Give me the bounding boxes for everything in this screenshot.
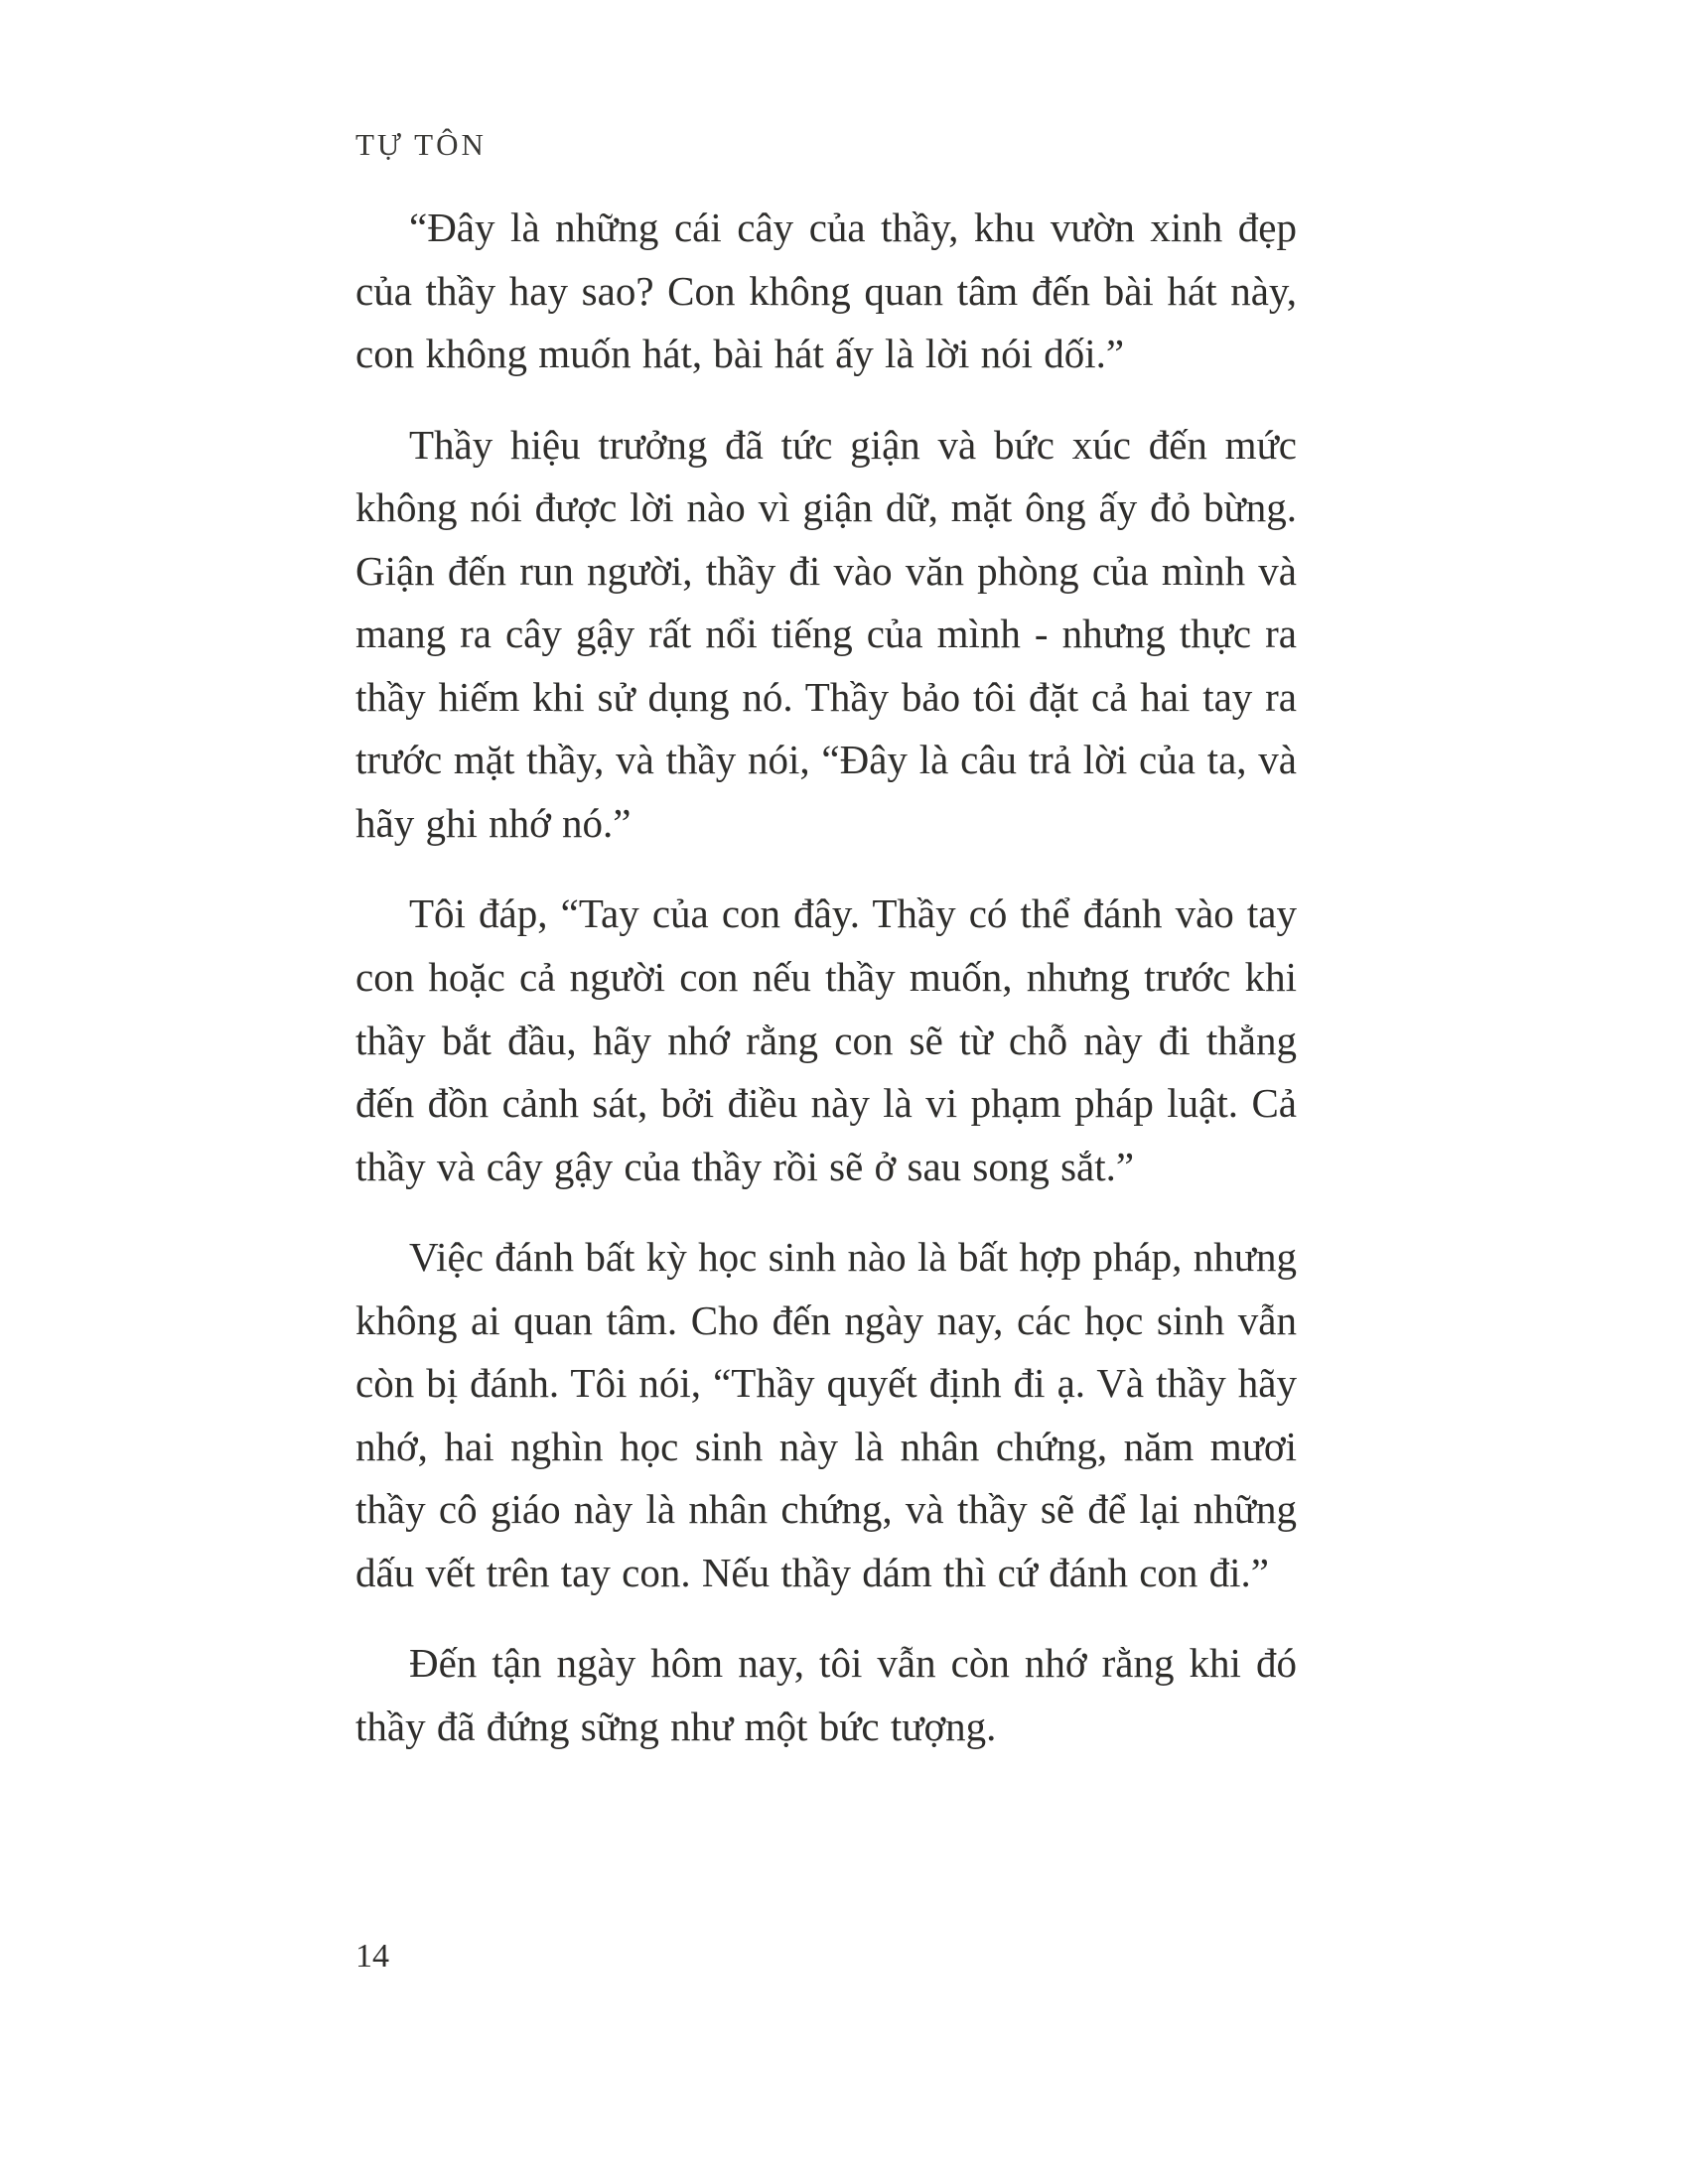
paragraph: Thầy hiệu trưởng đã tức giận và bức xúc đến mức không nói được lời nào vì giận dữ, mặt ông ấy đỏ bừng. Giận đến run người, thầy đi vào văn phòng của mình và mang ra cây gậy rất nổi tiếng của mình - nhưng thực ra thầy hiếm khi sử dụng nó. Thầy bảo tôi đặt cả hai tay ra trước mặt thầy, và thầy nói, “Đây là câu trả lời của ta, và hãy ghi nhớ nó.” xyxy=(355,421,1297,846)
running-header: TỰ TÔN xyxy=(355,127,487,162)
page-body-text xyxy=(355,197,1297,1787)
paragraph: Đến tận ngày hôm nay, tôi vẫn còn nhớ rằng khi đó thầy đã đứng sững như một bức tượng. xyxy=(355,1640,1297,1750)
page-number: 14 xyxy=(355,1938,389,1975)
paragraph: Việc đánh bất kỳ học sinh nào là bất hợp pháp, nhưng không ai quan tâm. Cho đến ngày nay, các học sinh vẫn còn bị đánh. Tôi nói, “Thầy quyết định đi ạ. Và thầy hãy nhớ, hai nghìn học sinh này là nhân chứng, năm mươi thầy cô giáo này là nhân chứng, và thầy sẽ để lại những dấu vết trên tay con. Nếu thầy dám thì cứ đánh con đi.” xyxy=(355,1234,1297,1595)
paragraph: Tôi đáp, “Tay của con đây. Thầy có thể đánh vào tay con hoặc cả người con nếu thầy muốn, nhưng trước khi thầy bắt đầu, hãy nhớ rằng con sẽ từ chỗ này đi thẳng đến đồn cảnh sát, bởi điều này là vi phạm pháp luật. Cả thầy và cây gậy của thầy rồi sẽ ở sau song sắt.” xyxy=(355,890,1297,1189)
paragraph: “Đây là những cái cây của thầy, khu vườn xinh đẹp của thầy hay sao? Con không quan tâm đến bài hát này, con không muốn hát, bài hát ấy là lời nói dối.” xyxy=(355,205,1297,377)
